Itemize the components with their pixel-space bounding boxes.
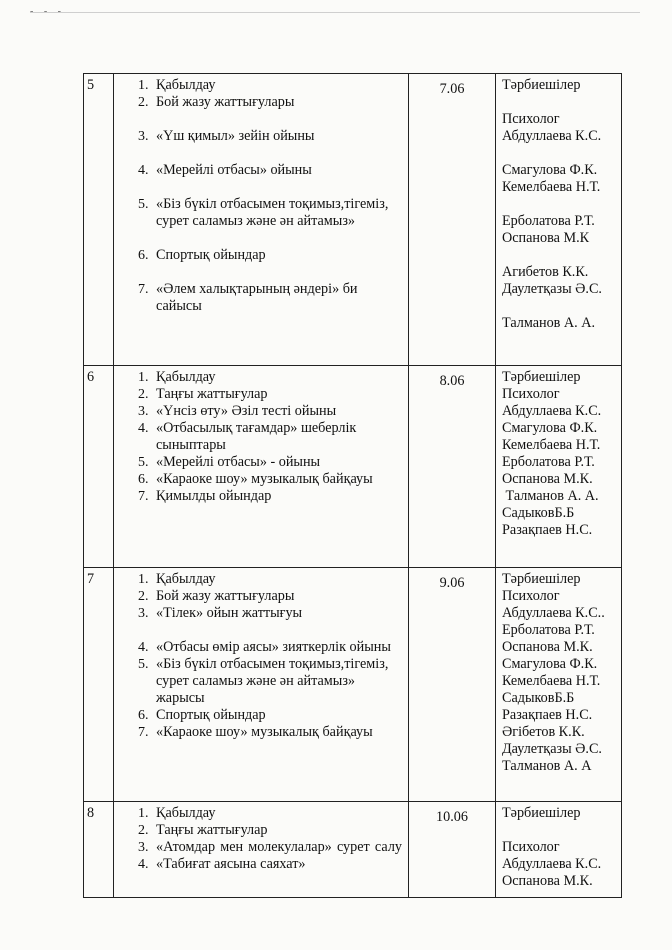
responsible-name: Даулетқазы Ә.С.	[502, 281, 602, 297]
activities-list	[122, 805, 402, 873]
table-row	[84, 802, 622, 898]
list-item: 7. «Әлем халықтарының әндері» би сайысы	[152, 281, 402, 315]
list-item: 3. «Тілек» ойын жаттығуы	[152, 605, 402, 622]
responsible-name: Талманов А. А.	[502, 488, 599, 504]
activities-cell	[114, 568, 409, 802]
responsible-name: Кемелбаева Н.Т.	[502, 437, 601, 453]
responsible-name: Кемелбаева Н.Т.	[502, 179, 601, 195]
responsible-name: Әгібетов К.К.	[502, 724, 585, 740]
table-row	[84, 366, 622, 568]
list-item: 6. Спортық ойындар	[152, 707, 402, 724]
list-item: 3. «Атомдар мен молекулалар» сурет салу	[152, 839, 402, 856]
responsible-name: Даулетқазы Ә.С.	[502, 741, 602, 757]
activities-cell	[114, 802, 409, 898]
responsible-name: Оспанова М.К.	[502, 639, 593, 655]
list-item: 7. Қимылды ойындар	[152, 488, 402, 505]
table-row	[84, 568, 622, 802]
responsible-name: Талманов А. А.	[502, 315, 596, 331]
list-item: 2. Бой жазу жаттығулары	[152, 94, 402, 111]
list-item: 5. «Біз бүкіл отбасымен тоқимыз,тігеміз, сурет саламыз және ән айтамыз»	[152, 196, 402, 230]
responsible-name: Смагулова Ф.К.	[502, 420, 598, 436]
activities-list	[122, 571, 402, 741]
responsible-name: Оспанова М.К.	[502, 873, 593, 889]
responsible-name	[502, 145, 621, 162]
responsible-name: Оспанова М.К.	[502, 471, 593, 487]
list-item: 6. Спортық ойындар	[152, 247, 402, 264]
list-item: 2. Таңғы жаттығулар	[152, 822, 402, 839]
responsible-name: Тәрбиешілер	[502, 571, 581, 587]
responsible-name: Кемелбаева Н.Т.	[502, 673, 601, 689]
list-item: 4. «Отбасы өмір аясы» зияткерлік ойыны	[152, 639, 402, 656]
responsible-name: Абдуллаева К.С.	[502, 128, 602, 144]
date-cell: 8.06	[409, 366, 496, 568]
date-cell: 10.06	[409, 802, 496, 898]
list-item: 3. «Үш қимыл» зейін ойыны	[152, 128, 402, 145]
scan-edge-rule	[30, 12, 640, 13]
responsible-cell	[496, 568, 622, 802]
responsible-name: Ерболатова Р.Т.	[502, 213, 595, 229]
responsible-name: Психолог	[502, 386, 560, 402]
list-item: 2. Таңғы жаттығулар	[152, 386, 402, 403]
row-number: 6	[84, 366, 114, 568]
activities-cell	[114, 74, 409, 366]
responsible-name	[502, 247, 621, 264]
responsible-name: Оспанова М.К	[502, 230, 590, 246]
responsible-name: Психолог	[502, 839, 560, 855]
list-item: 2. Бой жазу жаттығулары	[152, 588, 402, 605]
row-number: 7	[84, 568, 114, 802]
activities-cell	[114, 366, 409, 568]
date-cell: 9.06	[409, 568, 496, 802]
table-row	[84, 74, 622, 366]
responsible-name	[502, 94, 621, 111]
list-item: 6. «Караоке шоу» музыкалық байқауы	[152, 471, 402, 488]
responsible-name: Тәрбиешілер	[502, 805, 581, 821]
row-number: 8	[84, 802, 114, 898]
date-cell: 7.06	[409, 74, 496, 366]
list-item: 4. «Отбасылық тағамдар» шеберлік сыныптары	[152, 420, 402, 454]
responsible-name: Талманов А. А	[502, 758, 592, 774]
responsible-name: Разақпаев Н.С.	[502, 522, 593, 538]
responsible-name: Разақпаев Н.С.	[502, 707, 593, 723]
responsible-name	[502, 298, 621, 315]
responsible-name: Смагулова Ф.К.	[502, 656, 598, 672]
responsible-name: СадыковБ.Б	[502, 505, 575, 521]
responsible-name: Абдуллаева К.С.	[502, 403, 602, 419]
responsible-name: Ерболатова Р.Т.	[502, 454, 595, 470]
responsible-name: Тәрбиешілер	[502, 77, 581, 93]
activities-list	[122, 77, 402, 315]
list-item: 1. Қабылдау	[152, 571, 402, 588]
responsible-name: Абдуллаева К.С.	[502, 856, 602, 872]
responsible-name: Психолог	[502, 111, 560, 127]
responsible-name: Агибетов К.К.	[502, 264, 589, 280]
list-item: 1. Қабылдау	[152, 369, 402, 386]
responsible-name: Смагулова Ф.К.	[502, 162, 598, 178]
responsible-name	[502, 822, 621, 839]
list-item: 4. «Мерейлі отбасы» ойыны	[152, 162, 402, 179]
responsible-name: Ерболатова Р.Т.	[502, 622, 595, 638]
row-number: 5	[84, 74, 114, 366]
responsible-cell	[496, 74, 622, 366]
responsible-name	[502, 196, 621, 213]
list-item: 3. «Үнсіз өту» Әзіл тесті ойыны	[152, 403, 402, 420]
responsible-cell	[496, 366, 622, 568]
list-item: 4. «Табиғат аясына саяхат»	[152, 856, 402, 873]
responsible-name: Психолог	[502, 588, 560, 604]
responsible-name: СадыковБ.Б	[502, 690, 575, 706]
list-item: 7. «Караоке шоу» музыкалық байқауы	[152, 724, 402, 741]
list-item: 1. Қабылдау	[152, 805, 402, 822]
responsible-name: Абдуллаева К.С..	[502, 605, 605, 621]
list-item: 5. «Біз бүкіл отбасымен тоқимыз,тігеміз, сурет саламыз және ән айтамыз» жарысы	[152, 656, 402, 707]
activities-list	[122, 369, 402, 505]
responsible-cell	[496, 802, 622, 898]
list-item: 1. Қабылдау	[152, 77, 402, 94]
schedule-table	[83, 73, 622, 898]
list-item: 5. «Мерейлі отбасы» - ойыны	[152, 454, 402, 471]
responsible-name: Тәрбиешілер	[502, 369, 581, 385]
